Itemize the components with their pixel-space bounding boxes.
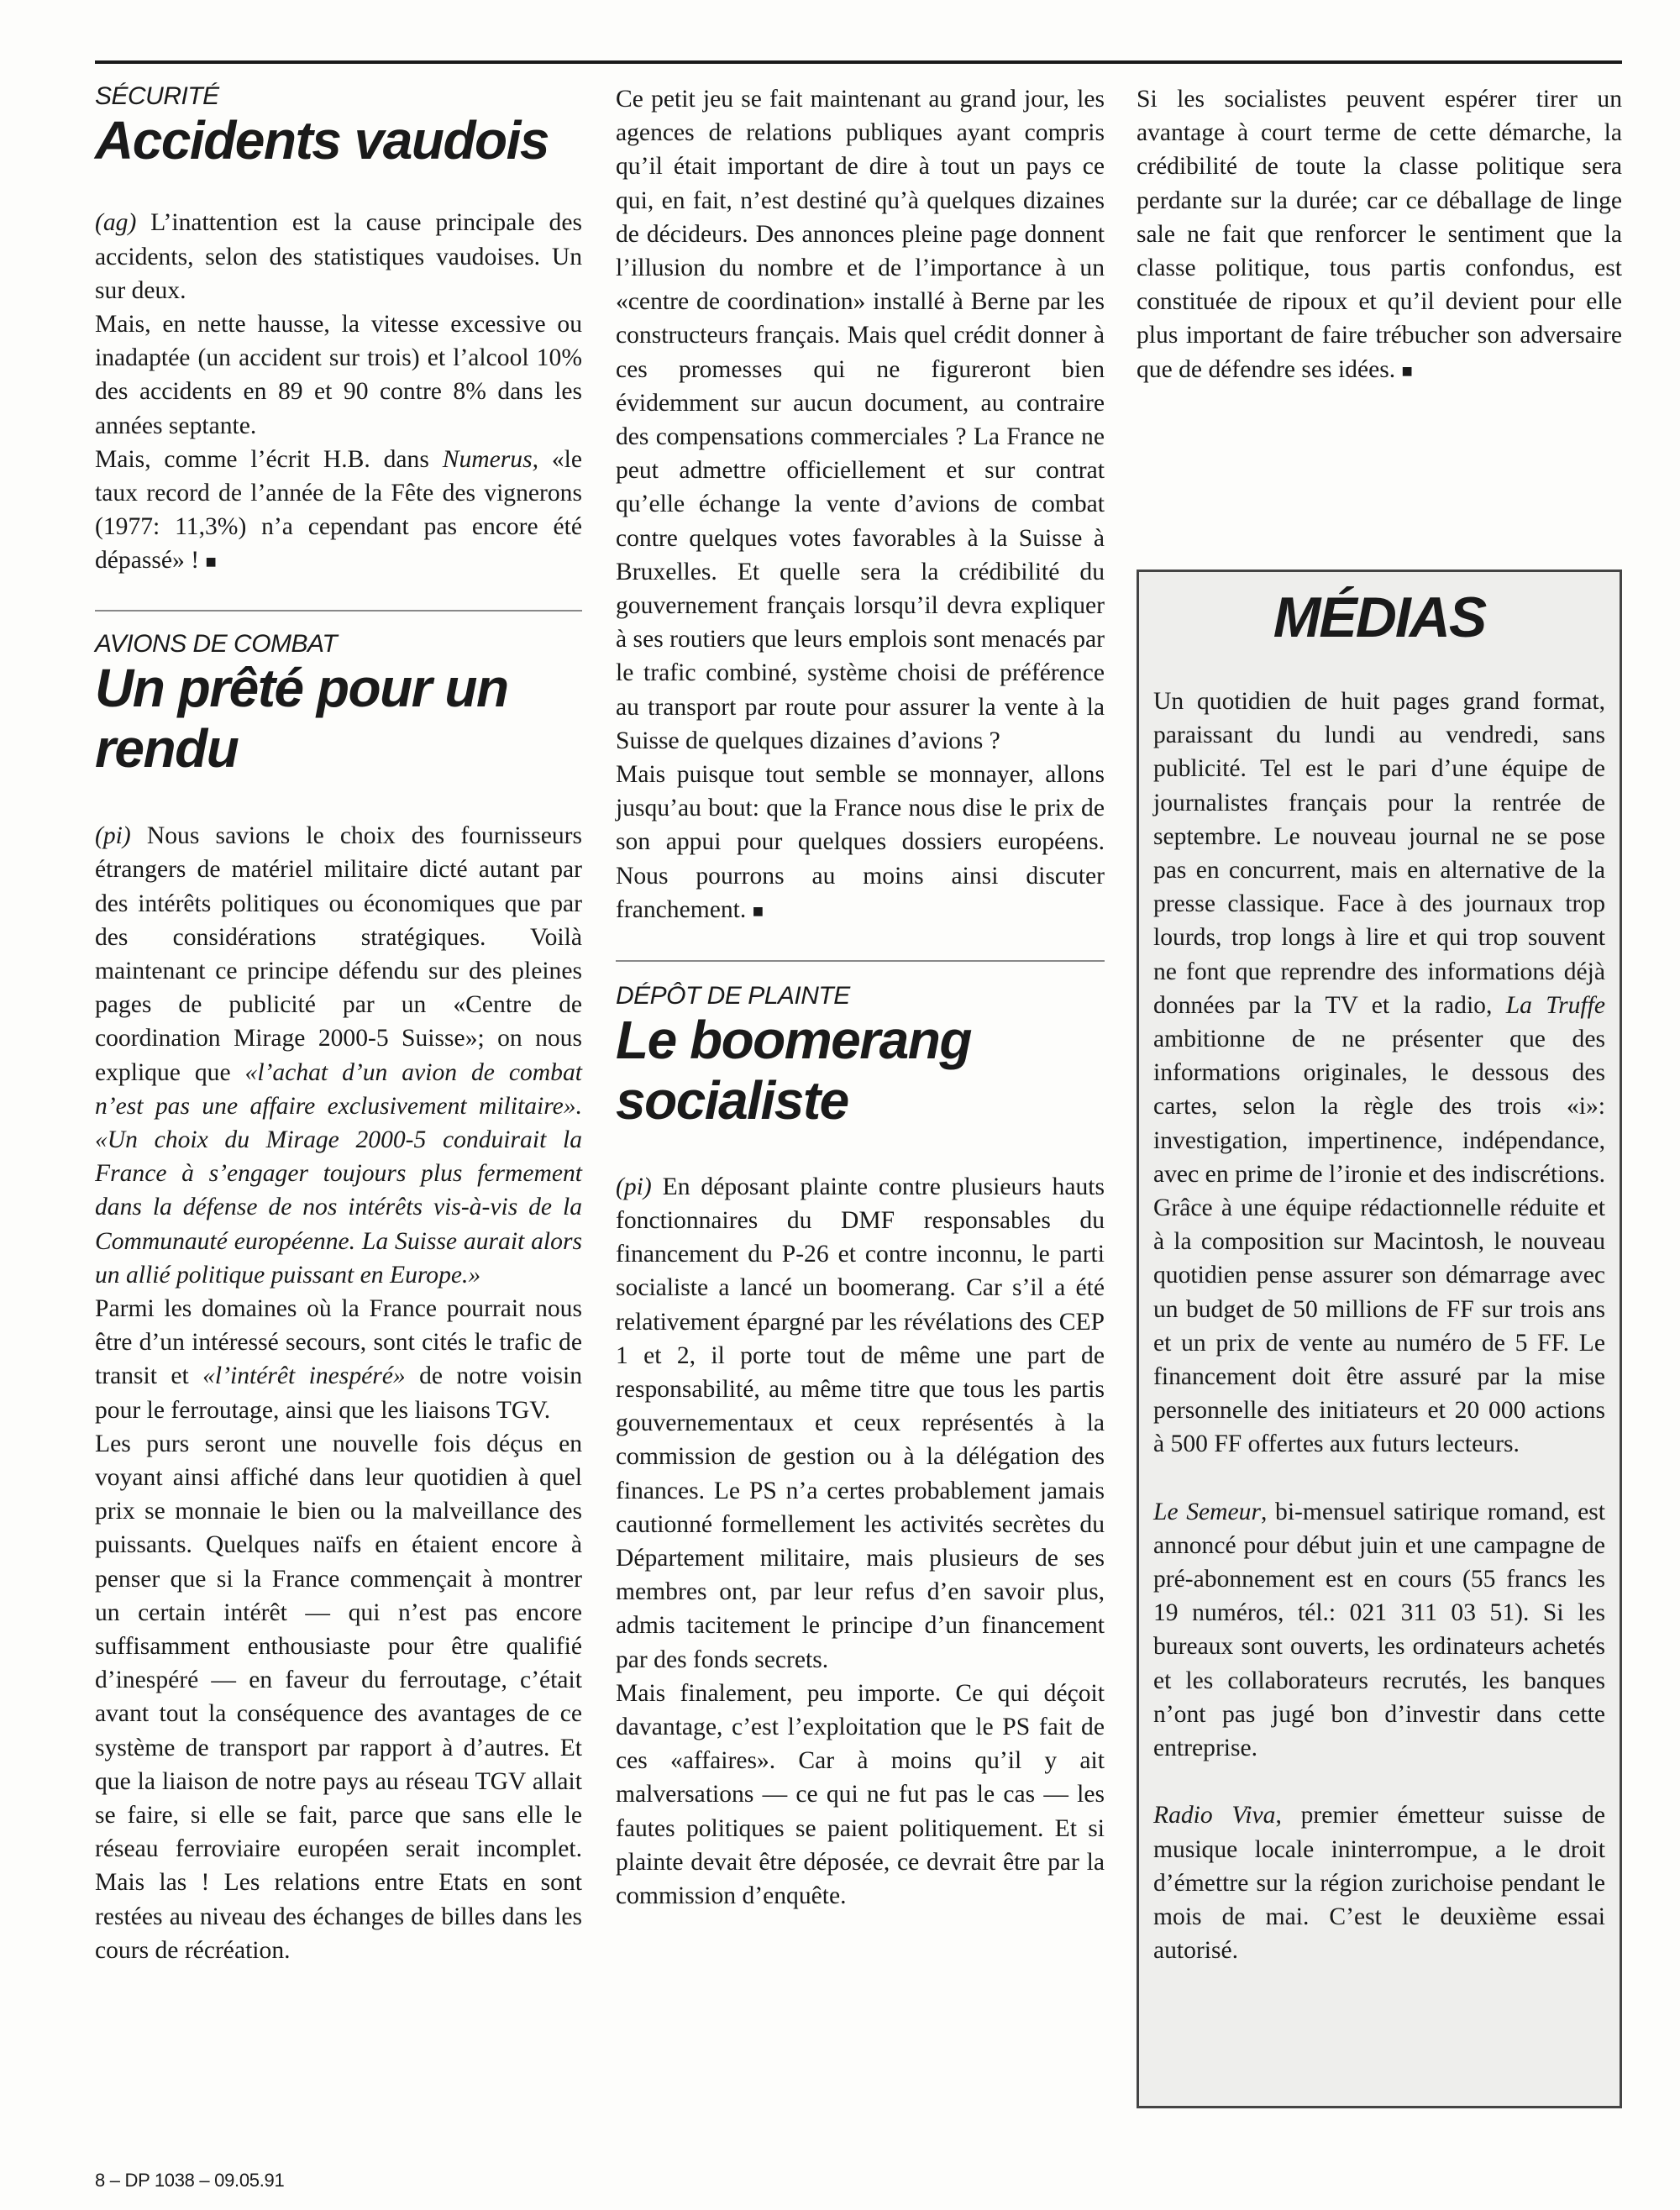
medias-paragraph: Le Semeur, bi-mensuel satirique romand, est annoncé pour début juin et une campagne de pré-abonnement est en cours (55 francs les 19 numéros, tél.: 021 311 03 51). Si les bureaux sont ouverts, les ordinateurs achetés et les collaborateurs recrutés, les banques n’ont pas jugé bon d’investir dans cette entreprise. bbox=[1153, 1498, 1605, 1762]
article-paragraph: Si les socialistes peuvent espérer tirer un avantage à court terme de cette démarche, la crédibilité de toute la classe politique sera perdante sur la durée; car ce déballage de linge sale ne fait que renforcer le sentiment que la classe politique, tous partis confondus, est constituée de ripoux et qu’il devient pour elle plus important de faire trébucher son adversaire que de défendre ses idées. ■ bbox=[1137, 86, 1622, 383]
article-kicker: SÉCURITÉ bbox=[95, 82, 219, 110]
article-paragraph: Les purs seront une nouvelle fois déçus en voyant ainsi affiché dans leur quotidien à quel prix se monnaie le bien ou la malveillance des puissants. Quelques naïfs en étaient encore à penser que si la France commençait à montrer un certain intérêt — qui n’est pas encore suffisamment enthousiaste pour être qualifié d’inespéré — en faveur du ferroutage, c’était avant tout la conséquence des avantages de ce système de transport par rapport à d’autres. Et que la liaison de notre pays au réseau TGV allait se faire, si elle se fait, parce que sans elle le réseau ferroviaire européen serait incomplet. Mais las ! Les relations entre Etats en sont restées au niveau des échanges de billes dans les cours de récréation. bbox=[95, 1430, 582, 1964]
end-mark: ■ bbox=[752, 900, 764, 921]
article-paragraph: Ce petit jeu se fait maintenant au grand jour, les agences de relations publiques ayant compris qu’il était important de dire à tout un pays ce qui, en fait, n’est destiné qu’à quelques dizaines de décideurs. Des annonces pleine page donnent l’illusion du nombre et de l’importance à un «centre de coordination» installé à Berne par les constructeurs français. Mais quel crédit donner à ces promesses qui ne figureront bien évidemment sur aucun document, au contraire des compensations commerciales ? La France ne peut admettre officiellement et sur contrat qu’elle échange la vente d’avions de combat contre quelques votes favorables à la Suisse à Bruxelles. Et quelle sera la crédibilité du gouvernement français lorsqu’il devra expliquer à ses routiers que leurs emplois sont menacés par le trafic combiné, système choisi de préférence au transport par route pour assurer la vente à la Suisse de quelques dizaines d’avions ? bbox=[616, 86, 1105, 754]
article-paragraph: (pi) Nous savions le choix des fournisseurs étrangers de matériel militaire dicté autant par des intérêts politiques ou économiques que par des considérations stratégiques. Voilà maintenant ce principe défendu sur des pleines pages de publicité par un «Centre de coordination Mirage 2000-5 Suisse»; on nous explique que «l’achat d’un avion de combat n’est pas une affaire exclusivement militaire». «Un choix du Mirage 2000-5 conduirait la France à s’engager toujours plus fermement dans la défense de nos intérêts vis-à-vis de la Communauté européenne. La Suisse aurait alors un allié politique puissant en Europe.» bbox=[95, 822, 582, 1289]
article-kicker: AVIONS DE COMBAT bbox=[95, 629, 338, 658]
article-paragraph: (ag) L’inattention est la cause principale des accidents, selon des statistiques vaudoises. Un sur deux. bbox=[95, 209, 582, 304]
page-footer: 8 – DP 1038 – 09.05.91 bbox=[95, 2170, 285, 2191]
column-1 bbox=[95, 82, 582, 1967]
article-pret-pour-un-rendu-continued bbox=[616, 82, 1105, 928]
article-paragraph: (pi) En déposant plainte contre plusieurs hauts fonctionnaires du DMF responsables du financement du P-26 et contre inconnu, le parti socialiste a lancé un boomerang. Car s’il a été relativement épargné par les révélations des CEP 1 et 2, il porte tout de même une part de responsabilité, au même titre que tous les partis gouvernementaux et ceux représentés à la commission de gestion ou à la délégation des finances. Le PS n’a certes probablement jamais cautionné formellement les activités secrètes du Département militaire, mais plusieurs de ses membres ont, par leur refus d’en savoir plus, admis tacitement le principe d’un financement par des fonds secrets. bbox=[616, 1173, 1105, 1673]
column-2 bbox=[616, 82, 1105, 1913]
column-3 bbox=[1137, 82, 1622, 388]
author-tag: (pi) bbox=[95, 822, 131, 850]
article-paragraph: Mais puisque tout semble se monnayer, allons jusqu’au bout: que la France nous dise le prix de son appui pour quelques dossiers européens. Nous pourrons au moins ainsi discuter franchement. ■ bbox=[616, 761, 1105, 923]
medias-content bbox=[1153, 572, 1605, 2001]
medias-paragraph: Un quotidien de huit pages grand format, paraissant du lundi au vendredi, sans publicité. Tel est le pari d’une équipe de journalistes français pour la rentrée de septembre. Le nouveau journal ne se pose pas en concurrent, mais en alternative de la presse classique. Face à des journaux trop lourds, trop longs à lire et qui trop souvent ne font que reprendre des informations déjà données par la TV et la radio, La Truffe ambitionne de ne présenter que des informations originales, le dessous des cartes, selon la règle des trois «i»: investigation, impertinence, indépendance, avec en prime de l’ironie et des indiscrétions. Grâce à une équipe rédactionnelle réduite et à la composition sur Macintosh, le nouveau quotidien pense assurer son démarrage avec un budget de 50 millions de FF sur trois ans et un prix de vente au numéro de 5 FF. Le financement doit être assuré par la mise personnelle des initiateurs et 20 000 actions à 500 FF offertes aux futurs lecteurs. bbox=[1153, 688, 1605, 1458]
article-pret-pour-un-rendu bbox=[95, 630, 582, 1968]
article-accidents-vaudois bbox=[95, 82, 582, 580]
article-headline: Un prêté pour un rendu bbox=[95, 657, 508, 779]
article-boomerang-socialiste bbox=[616, 982, 1105, 1913]
medias-paragraph: Radio Viva, premier émetteur suisse de musique locale ininterrompue, a le droit d’émettre sur la région zurichoise pendant le mois de mai. C’est le deuxième essai autorisé. bbox=[1153, 1802, 1605, 1965]
publication-name: Le Semeur bbox=[1153, 1498, 1261, 1525]
article-headline: Accidents vaudois bbox=[95, 110, 549, 171]
medias-title: MÉDIAS bbox=[1273, 585, 1486, 649]
article-separator bbox=[616, 960, 1105, 962]
article-kicker: DÉPÔT DE PLAINTE bbox=[616, 982, 850, 1011]
quote: «l’achat d’un avion de combat n’est pas une affaire exclusivement militaire». «Un choix du Mirage 2000-5 conduirait la France à s’engager toujours plus fermement dans la défense de nos intérêts vis-à-vis de la Communauté européenne. La Suisse aurait alors un allié politique puissant en Europe.» bbox=[95, 1058, 582, 1289]
publication-name: La Truffe bbox=[1505, 991, 1605, 1019]
article-paragraph: Parmi les domaines où la France pourrait nous être d’un intéressé secours, sont cités le trafic de transit et «l’intérêt inespéré» de notre voisin pour le ferroutage, ainsi que les liaisons TGV. bbox=[95, 1295, 582, 1424]
article-headline: Le boomerang socialiste bbox=[616, 1010, 971, 1131]
medias-box bbox=[1137, 570, 1622, 2108]
source-name: Numerus, bbox=[442, 445, 538, 473]
article-paragraph: Mais, comme l’écrit H.B. dans Numerus, «le taux record de l’année de la Fête des vignerons (1977: 11,3%) n’a cependant pas encore été dépassé» ! ■ bbox=[95, 445, 582, 575]
end-mark: ■ bbox=[205, 551, 217, 573]
author-tag: (ag) bbox=[95, 209, 137, 237]
end-mark: ■ bbox=[1401, 360, 1413, 381]
article-separator bbox=[95, 610, 582, 612]
top-rule bbox=[95, 60, 1622, 64]
quote: «l’intérêt inespéré» bbox=[202, 1362, 406, 1390]
publication-name: Radio Viva bbox=[1153, 1802, 1276, 1829]
article-paragraph: Mais finalement, peu importe. Ce qui déçoit davantage, c’est l’exploitation que le PS fait de ces «affaires». Car à moins qu’il y ait malversations — ce qui ne fut pas le cas — les fautes politiques se paient politiquement. Et si plainte devait être déposée, ce devrait être par la commission d’enquête. bbox=[616, 1679, 1105, 1909]
author-tag: (pi) bbox=[616, 1173, 652, 1200]
article-paragraph: Mais, en nette hausse, la vitesse excessive ou inadaptée (un accident sur trois) et l’alcool 10% des accidents en 89 et 90 contre 8% dans les années septante. bbox=[95, 310, 582, 439]
